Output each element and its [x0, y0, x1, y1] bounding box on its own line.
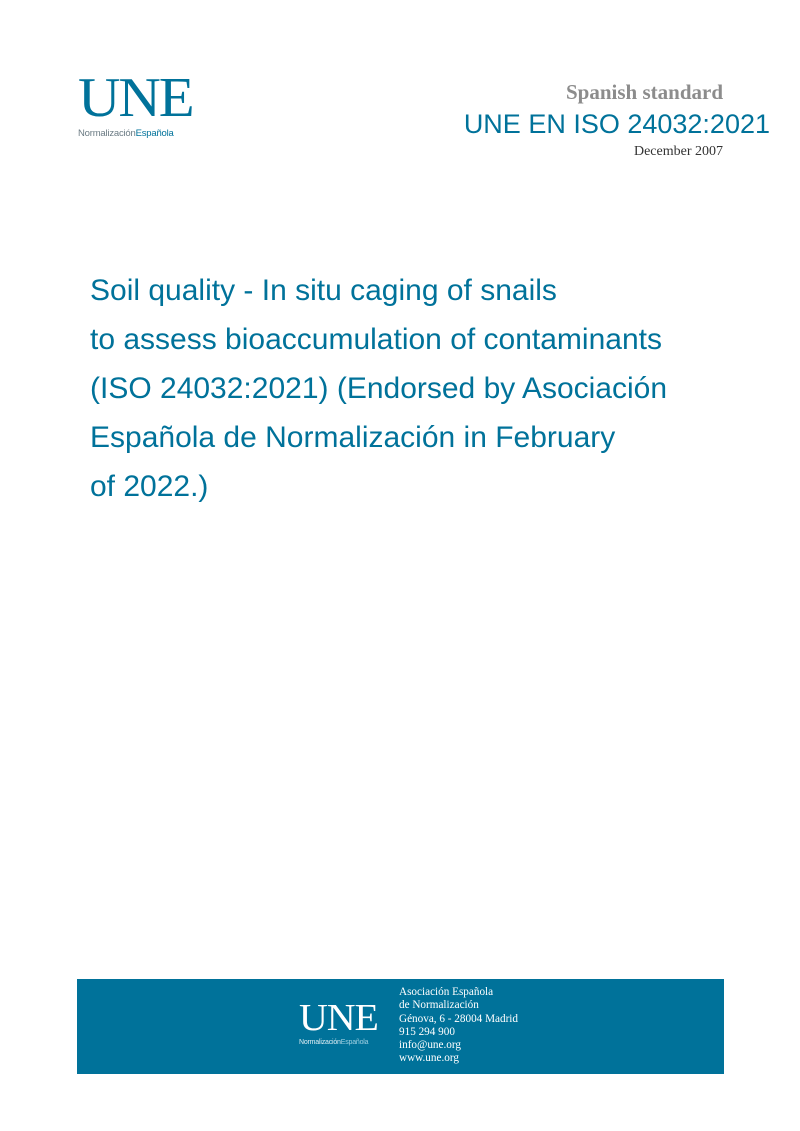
standard-code: UNE EN ISO 24032:2021	[463, 109, 770, 139]
title-line: Española de Normalización in February	[90, 421, 616, 454]
org-name-line1: Asociación Española	[399, 986, 494, 998]
une-logo-mark: UNE	[78, 67, 193, 129]
footer-logo-tagline: NormalizaciónEspañola	[299, 1039, 369, 1046]
contact-info	[399, 986, 518, 1066]
standard-header	[370, 80, 770, 160]
org-website[interactable]: www.une.org	[399, 1052, 459, 1065]
title-line: to assess bioaccumulation of contaminants	[90, 323, 662, 356]
footer-une-logo	[299, 997, 378, 1046]
org-email[interactable]: info@une.org	[399, 1039, 461, 1052]
une-logo	[78, 67, 198, 139]
standard-date: December 2007	[633, 144, 723, 159]
title-line: (ISO 24032:2021) (Endorsed by Asociación	[90, 372, 668, 405]
title-line: Soil quality - In situ caging of snails	[90, 274, 557, 307]
org-address: Génova, 6 - 28004 Madrid	[399, 1012, 518, 1025]
standard-kind: Spanish standard	[566, 80, 723, 104]
org-name-line2: de Normalización	[399, 999, 479, 1012]
footer-logo-mark: UNE	[299, 997, 378, 1039]
document-title	[90, 266, 770, 511]
org-phone: 915 294 900	[399, 1025, 455, 1038]
une-logo-tagline: NormalizaciónEspañola	[78, 128, 174, 139]
title-line: of 2022.)	[90, 470, 209, 503]
footer-band	[77, 979, 724, 1074]
